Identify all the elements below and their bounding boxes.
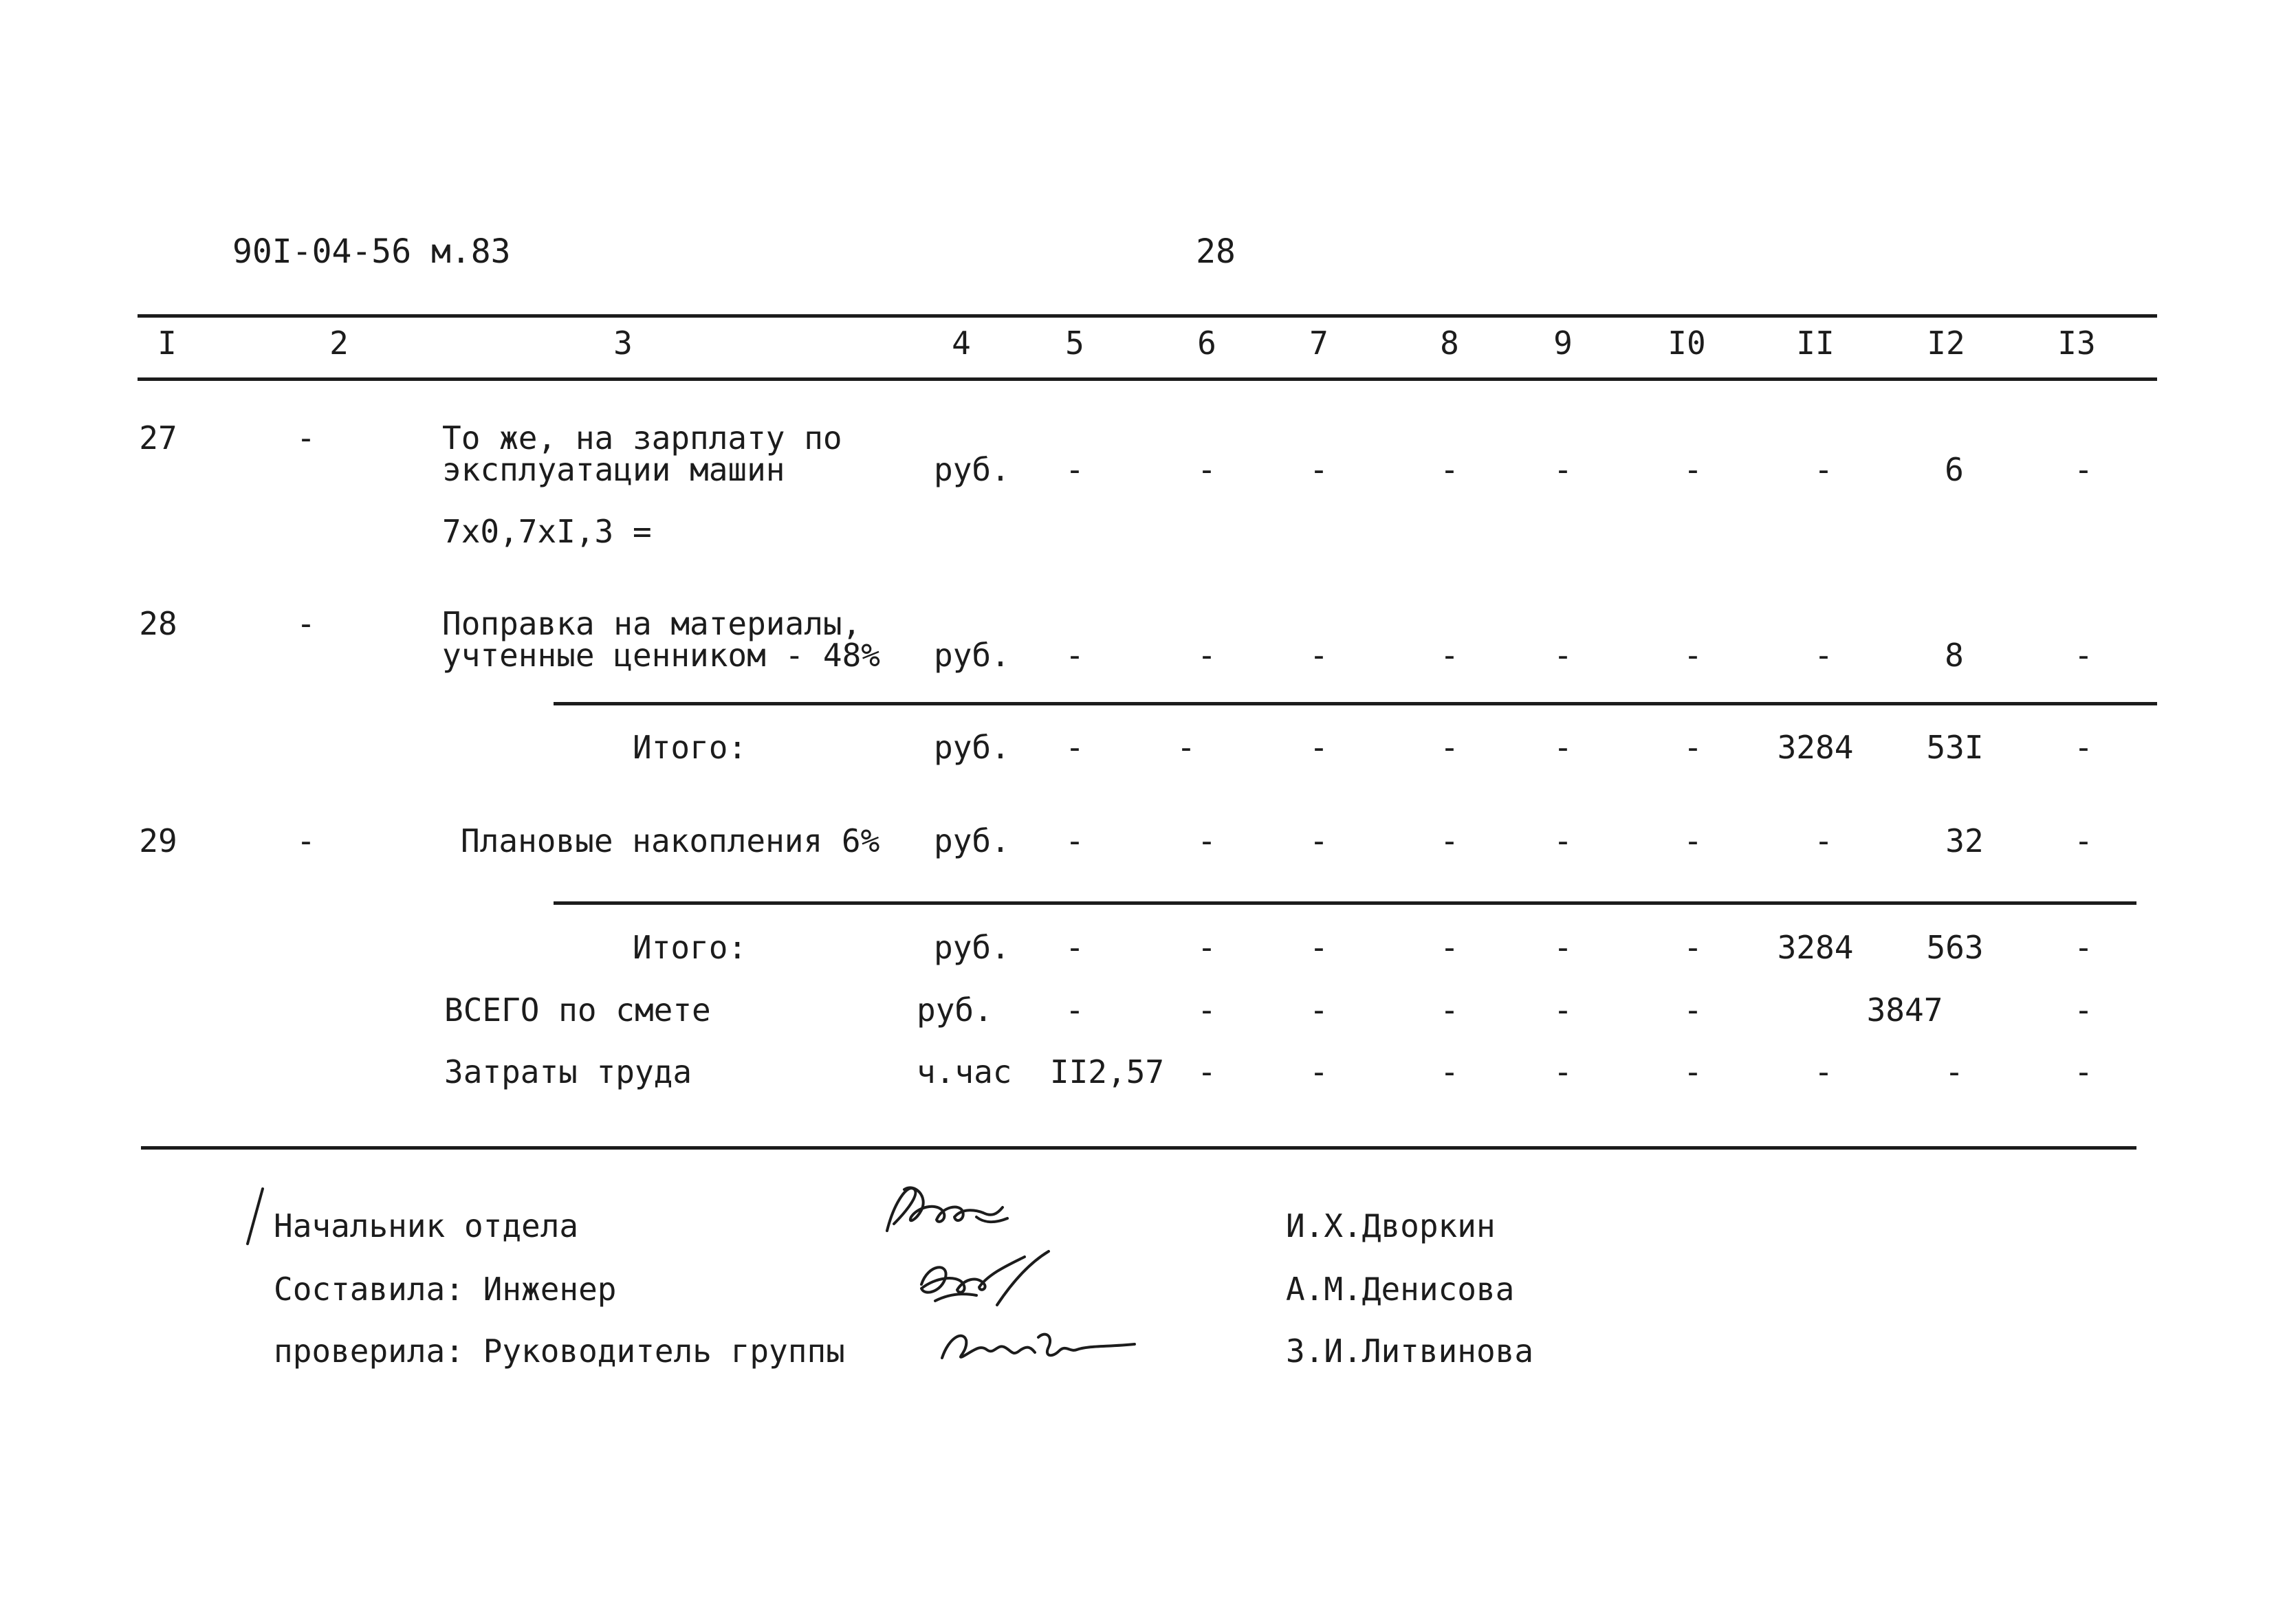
document-code: 90I-04-56 м.83: [232, 232, 511, 271]
cell-c9: -: [1553, 822, 1573, 859]
row-description-line1: То же, на зарплату по: [442, 419, 842, 457]
cell-c9: -: [1553, 991, 1573, 1029]
handwritten-signature: [873, 1169, 1038, 1244]
column-number: 4: [952, 325, 971, 362]
cell-c13: -: [2074, 991, 2093, 1029]
column-number: I: [157, 325, 177, 362]
column-number: II: [1796, 325, 1835, 362]
margin-mark: [241, 1186, 268, 1248]
cell-c5: -: [1065, 637, 1084, 674]
cell-c8: -: [1440, 991, 1459, 1029]
cell-c11: 3284: [1777, 929, 1854, 966]
column-number: 2: [329, 325, 349, 362]
cell-c8: -: [1440, 822, 1459, 859]
cell-c5: -: [1065, 451, 1084, 488]
handwritten-signature: [908, 1243, 1066, 1319]
row-number: 29: [139, 822, 177, 859]
column-number: 7: [1309, 325, 1329, 362]
column-number: 8: [1440, 325, 1459, 362]
cell-c7: -: [1309, 991, 1329, 1029]
labor-unit: ч.час: [917, 1053, 1012, 1090]
cell-c12: 8: [1945, 637, 1964, 674]
cell-c8: -: [1440, 1053, 1459, 1090]
cell-c7: -: [1309, 929, 1329, 966]
cell-c9: -: [1553, 929, 1573, 966]
table-bottom-rule: [141, 1146, 2136, 1150]
row-col2: -: [296, 822, 316, 859]
cell-c8: -: [1440, 729, 1459, 766]
signatory-role: проверила: Руководитель группы: [274, 1332, 845, 1370]
subtotal-label: Итого:: [633, 729, 747, 766]
signatory-name: А.М.Денисова: [1286, 1271, 1515, 1308]
cell-c6: -: [1197, 637, 1216, 674]
cell-c5: -: [1065, 822, 1084, 859]
header-bottom-rule: [138, 377, 2157, 381]
column-number: I2: [1927, 325, 1965, 362]
row-description-line1: Поправка на материалы,: [442, 605, 862, 642]
cell-c5: -: [1065, 729, 1084, 766]
cell-c8: -: [1440, 637, 1459, 674]
cell-c13: -: [2074, 1053, 2093, 1090]
cell-c10: -: [1683, 929, 1703, 966]
cell-c11: 3284: [1777, 729, 1854, 766]
cell-c9: -: [1553, 729, 1573, 766]
cell-c13: -: [2074, 637, 2093, 674]
signatory-name: И.Х.Дворкин: [1286, 1207, 1496, 1244]
subtotal-unit: руб.: [934, 929, 1010, 966]
cell-c11: -: [1814, 1053, 1833, 1090]
cell-c6: -: [1197, 991, 1216, 1029]
signatory-role: Начальник отдела: [274, 1207, 579, 1244]
cell-c13: -: [2074, 729, 2093, 766]
cell-c12: 6: [1945, 451, 1964, 488]
cell-c11: -: [1814, 822, 1833, 859]
cell-c6: -: [1197, 822, 1216, 859]
labor-hours: II2,57: [1049, 1053, 1165, 1090]
cell-c10: -: [1683, 1053, 1703, 1090]
subtotal-unit: руб.: [934, 729, 1010, 766]
cell-c10: -: [1683, 729, 1703, 766]
cell-c8: -: [1440, 451, 1459, 488]
handwritten-signature: [935, 1317, 1141, 1372]
cell-c10: -: [1683, 991, 1703, 1029]
labor-label: Затраты труда: [444, 1053, 692, 1090]
cell-c7: -: [1309, 637, 1329, 674]
subtotal-rule: [554, 702, 2157, 705]
row-number: 27: [139, 419, 177, 457]
cell-c12: -: [1945, 1053, 1964, 1090]
cell-c6: -: [1197, 451, 1216, 488]
cell-c10: -: [1683, 637, 1703, 674]
cell-c9: -: [1553, 451, 1573, 488]
column-number: I0: [1668, 325, 1706, 362]
row-col2: -: [296, 419, 316, 457]
row-description: Плановые накопления 6%: [461, 822, 880, 859]
column-number: 6: [1197, 325, 1216, 362]
cell-c8: -: [1440, 929, 1459, 966]
cell-c11: -: [1814, 451, 1833, 488]
cell-c7: -: [1309, 451, 1329, 488]
row-col2: -: [296, 605, 316, 642]
cell-c13: -: [2074, 822, 2093, 859]
cell-c9: -: [1553, 1053, 1573, 1090]
signatory-name: З.И.Литвинова: [1286, 1332, 1534, 1370]
cell-c6: -: [1197, 1053, 1216, 1090]
cell-c6: -: [1177, 729, 1196, 766]
cell-c6: -: [1197, 929, 1216, 966]
row-unit: руб.: [934, 637, 1010, 674]
cell-c9: -: [1553, 637, 1573, 674]
signatory-role: Составила: Инженер: [274, 1271, 617, 1308]
row-description-line2: учтенные ценником - 48%: [442, 637, 880, 674]
column-number: 3: [613, 325, 633, 362]
cell-c10: -: [1683, 451, 1703, 488]
cell-c13: -: [2074, 929, 2093, 966]
row-unit: руб.: [934, 451, 1010, 488]
page-number: 28: [1196, 232, 1236, 271]
cell-c7: -: [1309, 822, 1329, 859]
column-number: I3: [2057, 325, 2096, 362]
header-top-rule: [138, 314, 2157, 318]
subtotal-rule: [554, 901, 2136, 905]
row-description-line2: эксплуатации машин: [442, 451, 785, 488]
cell-c12: 563: [1926, 929, 1984, 966]
cell-c12: 53I: [1926, 729, 1984, 766]
cell-c7: -: [1309, 729, 1329, 766]
grand-total-value: 3847: [1866, 991, 1943, 1029]
row-formula: 7х0,7хI,3 =: [442, 513, 652, 550]
cell-c12: 32: [1945, 822, 1984, 859]
grand-total-label: ВСЕГО по смете: [444, 991, 711, 1029]
row-number: 28: [139, 605, 177, 642]
subtotal-label: Итого:: [633, 929, 747, 966]
column-number: 9: [1553, 325, 1573, 362]
row-unit: руб.: [934, 822, 1010, 859]
cell-c7: -: [1309, 1053, 1329, 1090]
grand-total-unit: руб.: [917, 991, 993, 1029]
cell-c11: -: [1814, 637, 1833, 674]
cell-c5: -: [1065, 929, 1084, 966]
cell-c10: -: [1683, 822, 1703, 859]
cell-c5: -: [1065, 991, 1084, 1029]
column-number: 5: [1065, 325, 1084, 362]
cell-c13: -: [2074, 451, 2093, 488]
